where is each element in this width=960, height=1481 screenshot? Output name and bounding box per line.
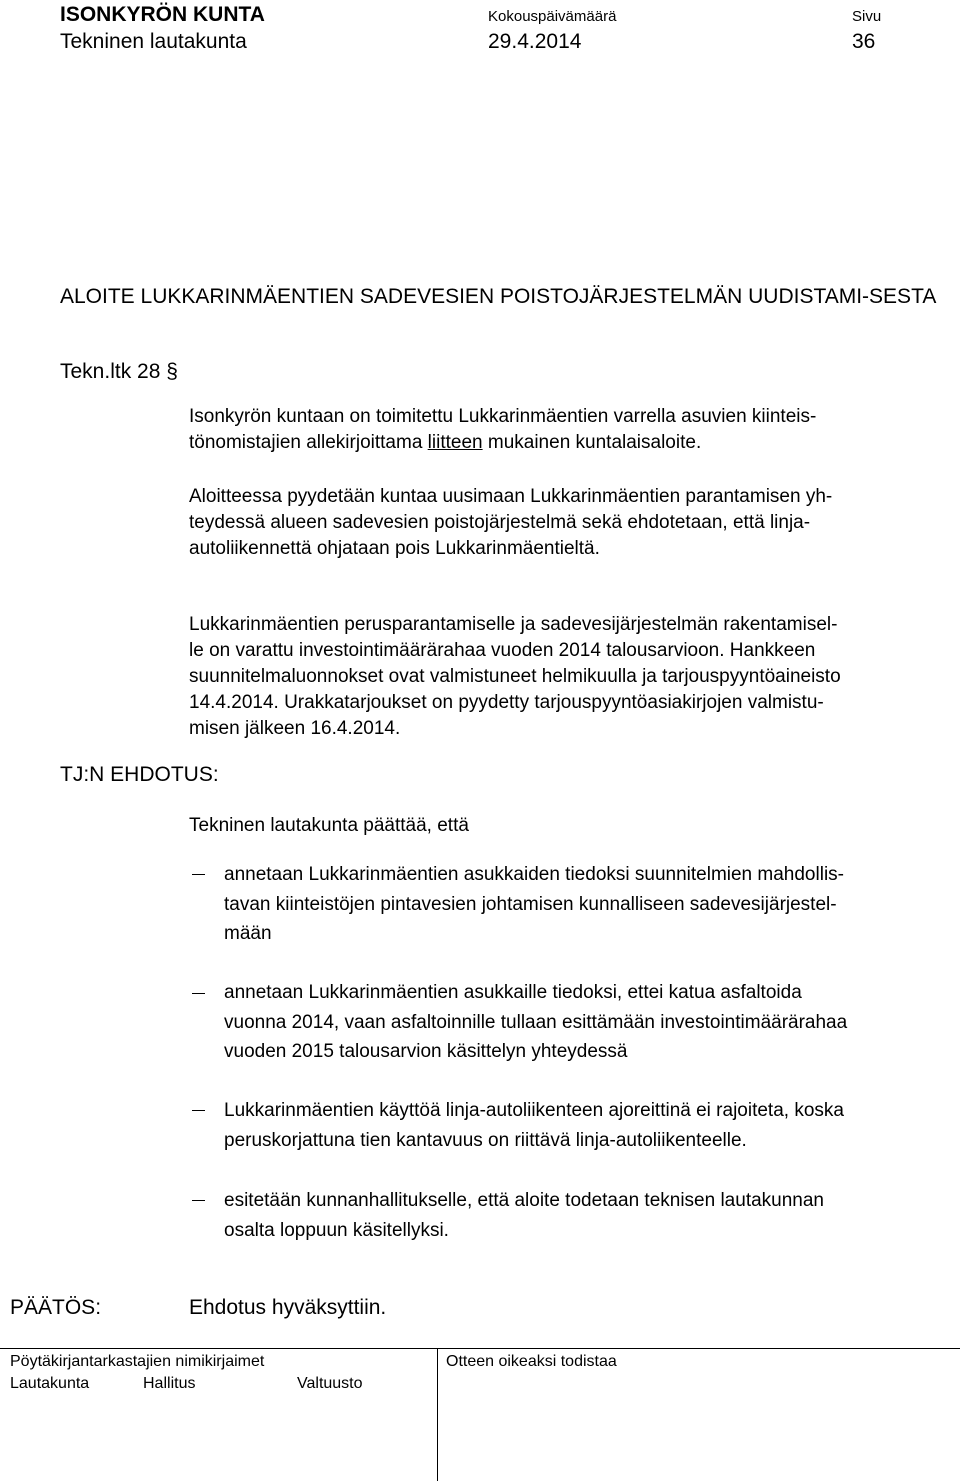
dash-icon: [192, 1200, 205, 1201]
proposal-item-line: osalta loppuun käsitellyksi.: [224, 1219, 449, 1241]
paragraph-request: [189, 484, 959, 562]
certified-copy-label: Otteen oikeaksi todistaa: [446, 1353, 617, 1370]
paragraph-line: le on varattu investointimäärärahaa vuoden 2014 talousarvioon. Hankkeen: [189, 640, 816, 661]
meeting-date-label: Kokouspäivämäärä: [488, 8, 617, 25]
dash-icon: [192, 874, 205, 875]
paragraph-line: teydessä alueen sadevesien poistojärjestelmä sekä ehdotetaan, että linja-: [189, 512, 811, 533]
paragraph-line: tönomistajien allekirjoittama liitteen mukainen kuntalaisaloite.: [189, 432, 702, 453]
proposal-item-line: tavan kiinteistöjen pintavesien johtamisen kunnalliseen sadevesijärjestel-: [224, 893, 837, 915]
organization-name: ISONKYRÖN KUNTA: [60, 3, 265, 26]
proposal-item-line: vuonna 2014, vaan asfaltoinnille tullaan esittämään investointimäärärahaa: [224, 1011, 848, 1033]
proposal-item-line: annetaan Lukkarinmäentien asukkaiden tiedoksi suunnitelmien mahdollis-: [224, 864, 844, 885]
proposal-item-line: esitetään kunnanhallitukselle, että aloite todetaan teknisen lautakunnan: [224, 1190, 824, 1211]
proposal-label: TJ:N EHDOTUS:: [60, 763, 219, 786]
attachment-link[interactable]: liitteen: [427, 432, 483, 453]
proposal-item: [224, 860, 954, 949]
footer-divider: [0, 1348, 960, 1349]
section-reference: Tekn.ltk 28 §: [60, 360, 178, 383]
page-label: Sivu: [852, 8, 882, 25]
decision-label: PÄÄTÖS:: [10, 1296, 102, 1319]
proposal-item-line: Lukkarinmäentien käyttöä linja-autoliikenteen ajoreittinä ei rajoiteta, koska: [224, 1100, 844, 1121]
paragraph-line: Aloitteessa pyydetään kuntaa uusimaan Lukkarinmäentien parantamisen yh-: [189, 486, 833, 507]
section-title-text: ALOITE LUKKARINMÄENTIEN SADEVESIEN POISTOJÄRJESTELMÄN UUDISTAMI-SESTA: [60, 285, 937, 308]
dash-icon: [192, 1110, 205, 1111]
footer-column-hallitus: Hallitus: [143, 1375, 196, 1392]
proposal-item-line: peruskorjattuna tien kantavuus on riittävä linja-autoliikenteelle.: [224, 1129, 747, 1151]
signatures-label: Pöytäkirjantarkastajien nimikirjaimet: [10, 1353, 265, 1370]
proposal-item: [224, 1186, 954, 1245]
proposal-item: [224, 1096, 954, 1155]
page-number: 36: [852, 30, 876, 53]
section-title: [60, 282, 940, 311]
paragraph-line: 14.4.2014. Urakkatarjoukset on pyydetty tarjouspyyntöasiakirjojen valmistu-: [189, 692, 824, 713]
decision-text: Ehdotus hyväksyttiin.: [189, 1296, 387, 1319]
paragraph-line: Isonkyrön kuntaan on toimitettu Lukkarinmäentien varrella asuvien kiinteis-: [189, 406, 817, 427]
proposal-item: [224, 978, 954, 1067]
paragraph-line: suunnitelmaluonnokset ovat valmistuneet helmikuulla ja tarjouspyyntöaineisto: [189, 666, 841, 687]
footer-column-valtuusto: Valtuusto: [297, 1375, 363, 1392]
paragraph-funding: [189, 612, 959, 742]
committee-name: Tekninen lautakunta: [60, 30, 247, 53]
footer-column-lautakunta: Lautakunta: [10, 1375, 90, 1392]
footer-column-divider: [437, 1348, 438, 1481]
proposal-intro: Tekninen lautakunta päättää, että: [189, 815, 469, 836]
dash-icon: [192, 993, 205, 994]
proposal-item-line: mään: [224, 923, 272, 944]
paragraph-line: misen jälkeen 16.4.2014.: [189, 718, 401, 739]
proposal-item-line: annetaan Lukkarinmäentien asukkaille tiedoksi, ettei katua asfaltoida: [224, 982, 802, 1003]
proposal-item-line: vuoden 2015 talousarvion käsittelyn yhteydessä: [224, 1041, 628, 1062]
paragraph-line: autoliikennettä ohjataan pois Lukkarinmäentieltä.: [189, 538, 600, 559]
meeting-date: 29.4.2014: [488, 30, 582, 53]
paragraph-initiative: [189, 404, 959, 456]
paragraph-line: Lukkarinmäentien perusparantamiselle ja sadevesijärjestelmän rakentamisel-: [189, 614, 838, 635]
